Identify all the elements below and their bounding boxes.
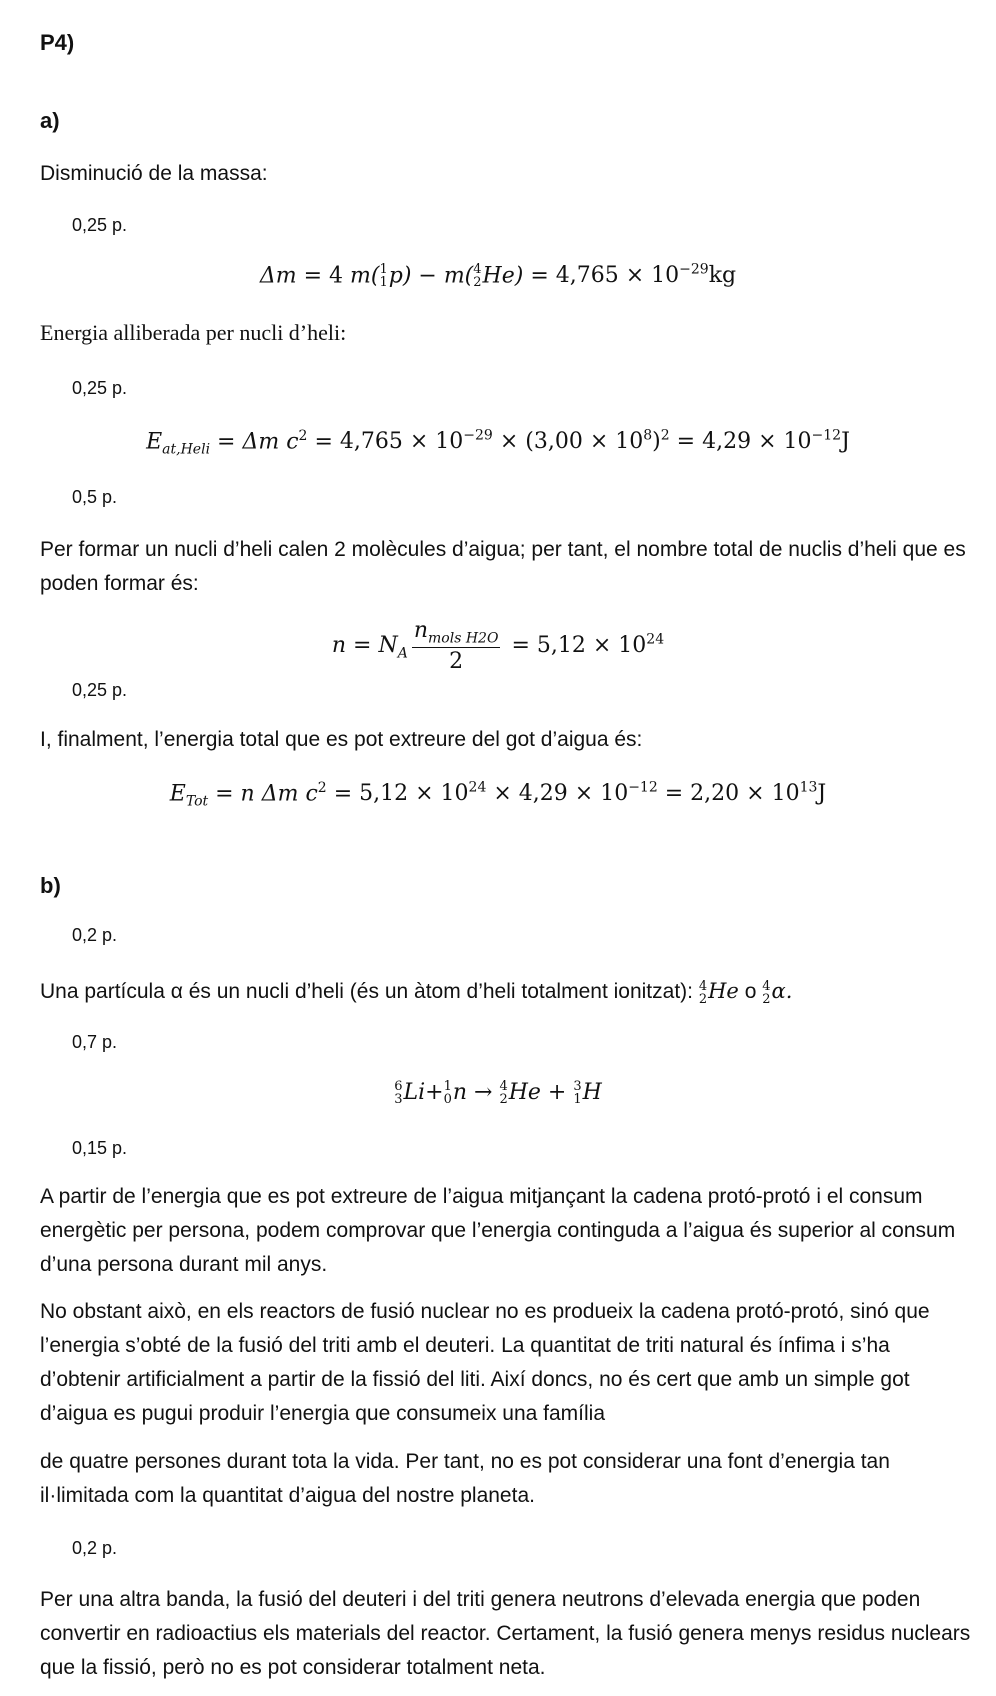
paragraph-2b: de quatre persones durant tota la vida. Per tant, no es pot considerar una font d’energia tan il·limitada com la quantitat d’aigua del nostre planeta.: [40, 1450, 890, 1507]
points-energy: 0,25 p.: [72, 378, 128, 398]
paragraph-1: A partir de l’energia que es pot extreure de l’aigua mitjançant la cadena protó-protó i el consum energètic per persona, podem comprovar que l’energia continguda a l’aigua és superior al consum d’una persona durant mil anys.: [40, 1185, 956, 1276]
part-a-label: a): [40, 108, 60, 133]
equation-total-energy: $E_{Tot} = n$ Δm $c^2 = 5,12 \times 10^{24} \times 4,29 \times 10^{-12} = 2,20 \times 10^{13}J$: [169, 780, 827, 810]
mass-title: Disminució de la massa:: [40, 162, 268, 185]
energy-title: Energia alliberada per nucli d’heli:: [40, 320, 347, 345]
paragraph-2a: No obstant això, en els reactors de fusió nuclear no es produeix la cadena protó-protó, sinó que l’energia s’obté de la fusió del triti amb el deuteri. La quantitat de triti natural és ínfima i s’ha d’obtenir artificialment a partir de la fissió del liti. Així doncs, no és cert que amb un simple got d’aigua es pugui produir l’energia que consumeix una família: [40, 1300, 930, 1425]
equation-mass-defect: Δm = 4 m(1 1p) − m(4 $2He) = 4,765 \times 10^{-29}kg$: [259, 262, 737, 291]
points-count: 0,5 p.: [72, 487, 118, 507]
part-b-label: b): [40, 873, 61, 898]
equation-energy-helium: $E_{at,Heli} = \Delta m$ $c^2 = 4,765 \times 10^{-29} \times (3,00 \times 10^8)^2 = 4,29 \times 10^{-12}J$: [146, 428, 850, 458]
points-final: 0,2 p.: [72, 1538, 118, 1558]
alpha-text: Una partícula α és un nucli d’heli (és un àtom d’heli totalment ionitzat): 4 2He o 4 2α.: [40, 978, 793, 1007]
points-mass: 0,25 p.: [72, 215, 128, 235]
points-total: 0,25 p.: [72, 680, 128, 700]
equation-nuclei-count: $n = N_A$ $\frac{n_{mols H2O}}{2}$ = $5,12 \times 10^{24}$: [331, 618, 665, 675]
points-discussion: 0,15 p.: [72, 1138, 128, 1158]
points-reaction: 0,7 p.: [72, 1032, 118, 1052]
total-text: I, finalment, l’energia total que es pot extreure del got d’aigua és:: [40, 728, 643, 751]
paragraph-3: Per una altra banda, la fusió del deuteri i del triti genera neutrons d’elevada energia que poden convertir en radioactius els materials del reactor. Certament, la fusió genera menys residus nuclears que la fissió, però no es pot considerar totalment neta.: [40, 1588, 971, 1679]
equation-reaction: 6 3Li+1 0n → 4 2He + 3 1H: [394, 1079, 602, 1107]
points-alpha: 0,2 p.: [72, 925, 118, 945]
count-text: Per formar un nucli d’heli calen 2 molècules d’aigua; per tant, el nombre total de nuclis d’heli que es poden formar és:: [40, 538, 966, 595]
problem-heading: P4): [40, 30, 75, 55]
